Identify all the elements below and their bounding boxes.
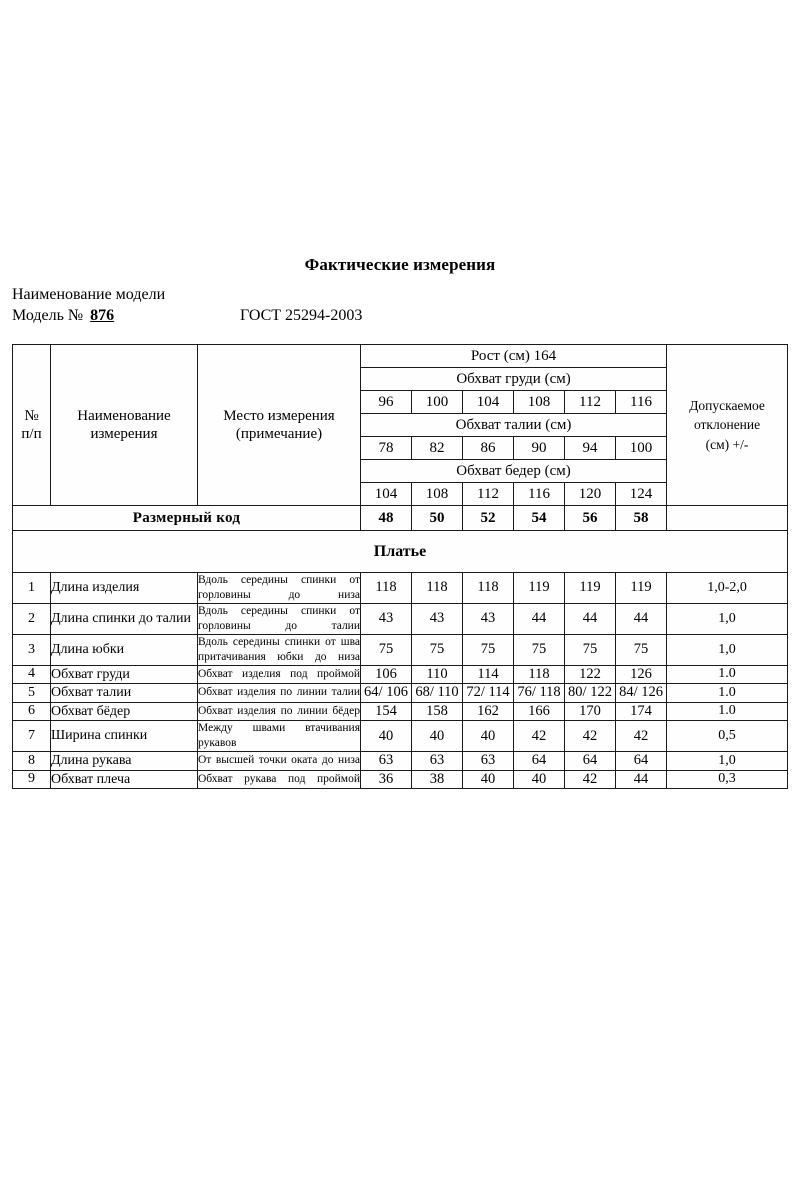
header-hip-value: 124 (616, 483, 667, 506)
row-value: 84/ 126 (616, 684, 667, 703)
row-value: 75 (565, 634, 616, 665)
row-number: 7 (13, 721, 51, 752)
model-number-label: Модель № (12, 307, 84, 324)
header-bust-value: 96 (361, 391, 412, 414)
row-measurement-name: Обхват плеча (51, 770, 198, 789)
row-value: 42 (616, 721, 667, 752)
row-value: 42 (565, 770, 616, 789)
row-value: 118 (514, 665, 565, 684)
header-name-line1: Наименование (77, 408, 171, 424)
row-number: 2 (13, 603, 51, 634)
size-code-value: 56 (565, 506, 616, 531)
row-value: 174 (616, 702, 667, 721)
row-value: 75 (463, 634, 514, 665)
header-waist-value: 94 (565, 437, 616, 460)
row-tolerance: 1.0 (667, 702, 788, 721)
row-value: 119 (514, 573, 565, 604)
row-number: 9 (13, 770, 51, 789)
row-value: 43 (361, 603, 412, 634)
row-value: 44 (514, 603, 565, 634)
row-measurement-name: Обхват груди (51, 665, 198, 684)
row-number: 6 (13, 702, 51, 721)
header-tolerance-line1: Допускаемое (689, 397, 765, 413)
table-row (13, 770, 788, 789)
row-number: 3 (13, 634, 51, 665)
header-number-line2: п/п (21, 426, 42, 442)
row-value: 118 (361, 573, 412, 604)
table-row (13, 665, 788, 684)
table-row (13, 702, 788, 721)
measurements-table (12, 344, 788, 789)
row-value: 40 (412, 721, 463, 752)
row-value: 68/ 110 (412, 684, 463, 703)
row-value: 75 (361, 634, 412, 665)
table-row (13, 684, 788, 703)
row-tolerance: 1,0 (667, 752, 788, 771)
row-measurement-name: Длина рукава (51, 752, 198, 771)
header-hip-value: 104 (361, 483, 412, 506)
row-value: 63 (463, 752, 514, 771)
size-code-value: 52 (463, 506, 514, 531)
row-value: 44 (616, 770, 667, 789)
row-value: 110 (412, 665, 463, 684)
row-value: 122 (565, 665, 616, 684)
header-bust-label: Обхват груди (см) (361, 368, 667, 391)
header-waist-value: 90 (514, 437, 565, 460)
row-number: 1 (13, 573, 51, 604)
header-bust-value: 116 (616, 391, 667, 414)
row-value: 72/ 114 (463, 684, 514, 703)
row-value: 80/ 122 (565, 684, 616, 703)
row-measurement-place: Обхват изделия по линии талии (198, 684, 361, 703)
size-code-value: 48 (361, 506, 412, 531)
model-name-label: Наименование модели (12, 286, 166, 303)
row-measurement-name: Ширина спинки (51, 721, 198, 752)
row-value: 38 (412, 770, 463, 789)
row-number: 5 (13, 684, 51, 703)
row-tolerance: 1.0 (667, 684, 788, 703)
header-number-line1: № (24, 408, 39, 424)
row-value: 119 (565, 573, 616, 604)
row-measurement-place: Между швами втачивания рукавов (198, 721, 361, 752)
row-value: 118 (412, 573, 463, 604)
row-value: 75 (514, 634, 565, 665)
table-row (13, 752, 788, 771)
row-value: 44 (565, 603, 616, 634)
row-tolerance: 0,3 (667, 770, 788, 789)
size-code-label: Размерный код (13, 506, 361, 531)
size-code-row (13, 506, 788, 531)
table-row (13, 634, 788, 665)
row-value: 44 (616, 603, 667, 634)
header-hip-value: 116 (514, 483, 565, 506)
model-number-value: 876 (90, 307, 115, 324)
header-bust-value: 108 (514, 391, 565, 414)
row-value: 76/ 118 (514, 684, 565, 703)
row-value: 118 (463, 573, 514, 604)
row-value: 170 (565, 702, 616, 721)
row-measurement-name: Длина спинки до талии (51, 603, 198, 634)
row-value: 63 (412, 752, 463, 771)
header-cell-place (198, 345, 361, 506)
header-place-line1: Место измерения (223, 408, 335, 424)
row-tolerance: 1,0 (667, 603, 788, 634)
row-value: 154 (361, 702, 412, 721)
row-tolerance: 0,5 (667, 721, 788, 752)
header-tolerance-line3: (см) +/- (705, 436, 749, 452)
header-bust-value: 104 (463, 391, 514, 414)
header-waist-value: 78 (361, 437, 412, 460)
row-value: 43 (463, 603, 514, 634)
header-cell-name (51, 345, 198, 506)
row-measurement-place: Обхват изделия под проймой (198, 665, 361, 684)
header-hip-label: Обхват бедер (см) (361, 460, 667, 483)
page-title: Фактические измерения (304, 255, 496, 274)
row-value: 75 (616, 634, 667, 665)
header-place-line2: (примечание) (235, 426, 323, 442)
row-value: 106 (361, 665, 412, 684)
row-measurement-place: Вдоль середины спинки от горловины до талии (198, 603, 361, 634)
row-value: 40 (361, 721, 412, 752)
size-code-tolerance-empty (667, 506, 788, 531)
header-name-line2: измерения (90, 426, 158, 442)
header-waist-value: 82 (412, 437, 463, 460)
size-code-value: 50 (412, 506, 463, 531)
row-measurement-place: Обхват рукава под проймой (198, 770, 361, 789)
row-number: 4 (13, 665, 51, 684)
row-value: 36 (361, 770, 412, 789)
row-value: 119 (616, 573, 667, 604)
header-waist-value: 86 (463, 437, 514, 460)
row-value: 42 (565, 721, 616, 752)
size-code-value: 54 (514, 506, 565, 531)
row-tolerance: 1,0-2,0 (667, 573, 788, 604)
row-value: 64 (514, 752, 565, 771)
header-tolerance-line2: отклонение (693, 417, 761, 433)
row-value: 64/ 106 (361, 684, 412, 703)
row-measurement-place: Вдоль середины спинки от шва притачивания юбки до низа (198, 634, 361, 665)
header-cell-number (13, 345, 51, 506)
row-measurement-place: Обхват изделия по линии бёдер (198, 702, 361, 721)
header-waist-label: Обхват талии (см) (361, 414, 667, 437)
header-hip-value: 112 (463, 483, 514, 506)
table-header-row-height (13, 345, 788, 368)
header-waist-value: 100 (616, 437, 667, 460)
row-value: 166 (514, 702, 565, 721)
header-height-label: Рост (см) 164 (361, 345, 667, 368)
row-value: 40 (463, 770, 514, 789)
table-row (13, 721, 788, 752)
row-measurement-name: Длина юбки (51, 634, 198, 665)
row-measurement-name: Обхват бёдер (51, 702, 198, 721)
table-row (13, 603, 788, 634)
row-number: 8 (13, 752, 51, 771)
row-value: 162 (463, 702, 514, 721)
row-measurement-name: Обхват талии (51, 684, 198, 703)
header-cell-tolerance (667, 345, 788, 506)
row-value: 114 (463, 665, 514, 684)
row-value: 75 (412, 634, 463, 665)
header-bust-value: 100 (412, 391, 463, 414)
row-tolerance: 1.0 (667, 665, 788, 684)
row-measurement-place: Вдоль середины спинки от горловины до низа (198, 573, 361, 604)
section-banner-row (13, 531, 788, 573)
row-measurement-name: Длина изделия (51, 573, 198, 604)
row-value: 126 (616, 665, 667, 684)
row-tolerance: 1,0 (667, 634, 788, 665)
row-value: 64 (616, 752, 667, 771)
row-value: 63 (361, 752, 412, 771)
row-value: 43 (412, 603, 463, 634)
section-banner: Платье (13, 531, 788, 573)
row-value: 40 (514, 770, 565, 789)
row-value: 64 (565, 752, 616, 771)
row-value: 158 (412, 702, 463, 721)
header-hip-value: 120 (565, 483, 616, 506)
row-value: 42 (514, 721, 565, 752)
header-bust-value: 112 (565, 391, 616, 414)
row-measurement-place: От высшей точки оката до низа (198, 752, 361, 771)
standard-reference: ГОСТ 25294-2003 (240, 307, 363, 324)
header-hip-value: 108 (412, 483, 463, 506)
size-code-value: 58 (616, 506, 667, 531)
model-number-line (12, 307, 118, 325)
row-value: 40 (463, 721, 514, 752)
table-row (13, 573, 788, 604)
